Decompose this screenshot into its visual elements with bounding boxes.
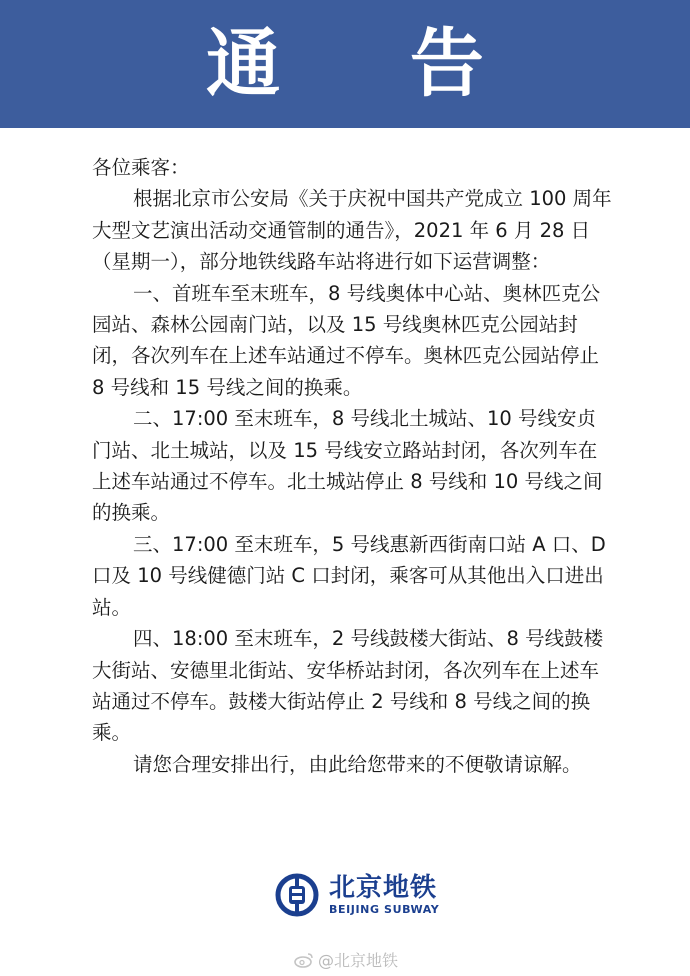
- notice-paragraph-item-2: 二、17:00 至末班车，8 号线北土城站、10 号线安贞门站、北土城站，以及 15 号线安立路站封闭，各次列车在上述车站通过不停车。北土城站停止 8 号线和 10 号线之间的换乘。: [92, 407, 603, 525]
- weibo-icon: [294, 952, 314, 968]
- notice-paragraph-item-4: 四、18:00 至末班车，2 号线鼓楼大街站、8 号线鼓楼大街站、安德里北街站、安华桥站封闭，各次列车在上述车站通过不停车。鼓楼大街站停止 2 号线和 8 号线之间的换乘。: [92, 627, 604, 745]
- notice-paragraph-closing: 请您合理安排出行，由此给您带来的不便敬请谅解。: [133, 752, 582, 776]
- notice-paragraph-intro: 根据北京市公安局《关于庆祝中国共产党成立 100 周年大型文艺演出活动交通管制的通告》，2021 年 6 月 28 日（星期一），部分地铁线路车站将进行如下运营调整：: [92, 187, 612, 274]
- notice-paragraph-item-1: 一、首班车至末班车，8 号线奥体中心站、奥林匹克公园站、森林公园南门站，以及 15 号线奥林匹克公园站封闭，各次列车在上述车站通过不停车。奥林匹克公园站停止 8 号线和 15 号线之间的换乘。: [92, 281, 601, 399]
- weibo-watermark: [294, 948, 398, 971]
- subway-logo-icon: [275, 873, 319, 917]
- notice-greeting: 各位乘客：: [92, 156, 190, 179]
- header-banner: [0, 0, 690, 128]
- notice-body: [92, 152, 612, 780]
- logo-name-cn: 北京地铁: [329, 873, 438, 903]
- watermark-text: @北京地铁: [318, 951, 399, 970]
- beijing-subway-logo: [275, 866, 461, 924]
- notice-paragraph-item-3: 三、17:00 至末班车，5 号线惠新西街南口站 A 口、D 口及 10 号线健德门站 C 口封闭，乘客可从其他出入口进出站。: [92, 532, 606, 619]
- logo-name-en: BEIJING SUBWAY: [329, 903, 440, 916]
- notice-title: 通 告: [206, 21, 536, 107]
